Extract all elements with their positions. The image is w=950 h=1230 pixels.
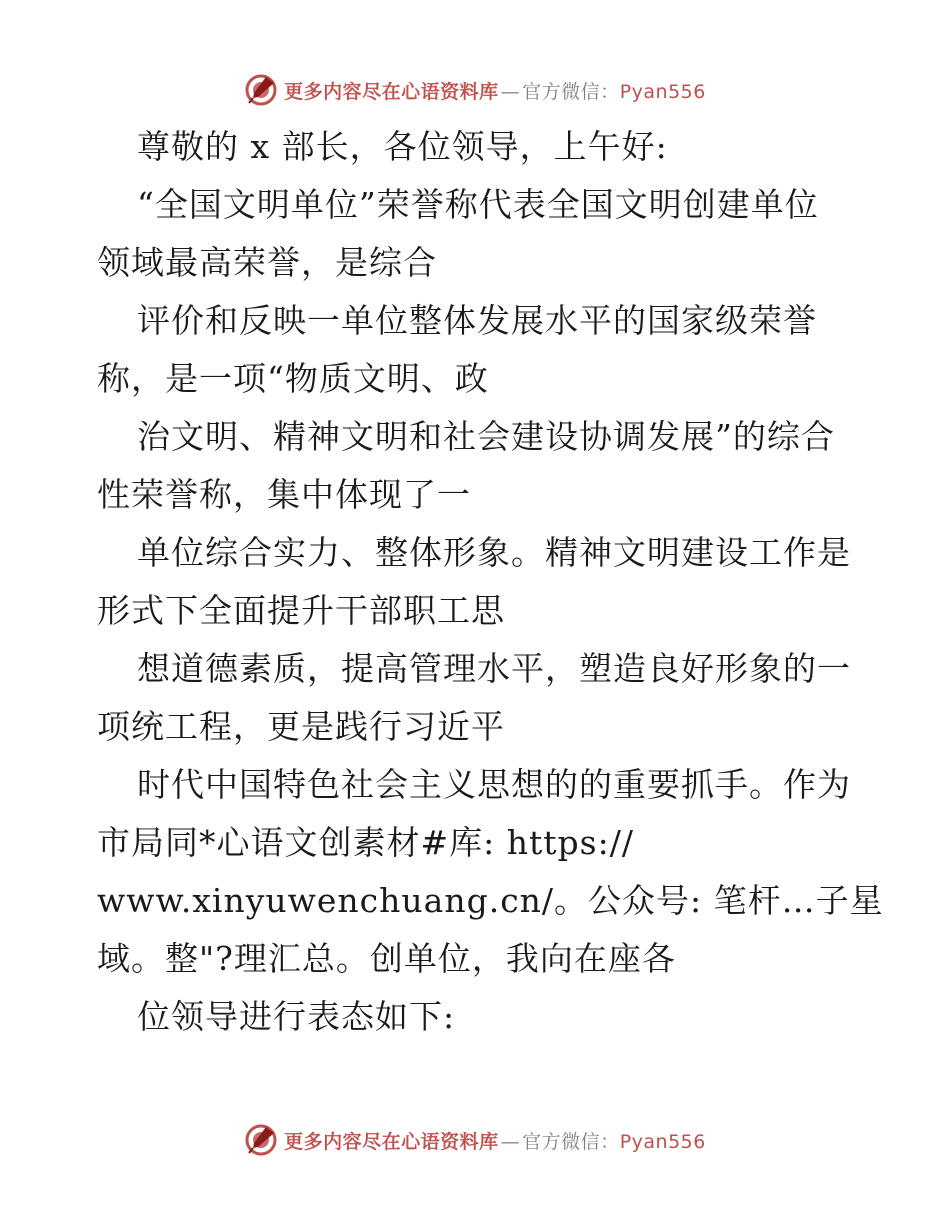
paragraph-line: 领域最高荣誉，是综合 [97,243,437,282]
paragraph-line: 性荣誉称，集中体现了一 [97,475,471,514]
paragraph-line: 单位综合实力、整体形象。精神文明建设工作是 [137,533,851,572]
footer-banner-main: 更多内容尽在心语资料库 [284,1130,499,1153]
footer-banner-wechat-id: Pyan556 [619,1130,706,1153]
document-body [97,118,884,1046]
footer-banner-text [284,1127,706,1154]
paragraph-line: www.xinyuwenchuang.cn/。公众号: 笔杆…子星 [97,881,884,920]
pen-circle-logo-icon [244,73,278,107]
header-banner-sub: 官方微信： [522,80,620,103]
footer-banner [0,1120,950,1160]
paragraph-line: 时代中国特色社会主义思想的的重要抓手。作为 [137,765,851,804]
paragraph-line: 市局同*心语文创素材#库: https:// [97,823,634,862]
header-banner [0,70,950,110]
header-banner-text [284,77,706,104]
header-banner-dash: — [500,80,521,103]
footer-banner-dash: — [500,1130,521,1153]
paragraph-line: 域。整"?理汇总。创单位，我向在座各 [97,939,676,978]
pen-circle-logo-icon [244,1123,278,1157]
paragraph-line: “全国文明单位”荣誉称代表全国文明创建单位 [137,185,819,224]
paragraph-line: 形式下全面提升干部职工思 [97,591,505,630]
greeting-line: 尊敬的 x 部长，各位领导，上午好: [137,127,668,166]
paragraph-line: 位领导进行表态如下: [137,997,456,1036]
footer-banner-sub: 官方微信： [522,1130,620,1153]
paragraph-line: 称，是一项“物质文明、政 [97,359,489,398]
paragraph-line: 治文明、精神文明和社会建设协调发展”的综合 [137,417,835,456]
header-banner-main: 更多内容尽在心语资料库 [284,80,499,103]
paragraph-line: 评价和反映一单位整体发展水平的国家级荣誉 [137,301,817,340]
paragraph-line: 项统工程，更是践行习近平 [97,707,505,746]
paragraph-line: 想道德素质，提高管理水平，塑造良好形象的一 [137,649,851,688]
header-banner-wechat-id: Pyan556 [619,80,706,103]
